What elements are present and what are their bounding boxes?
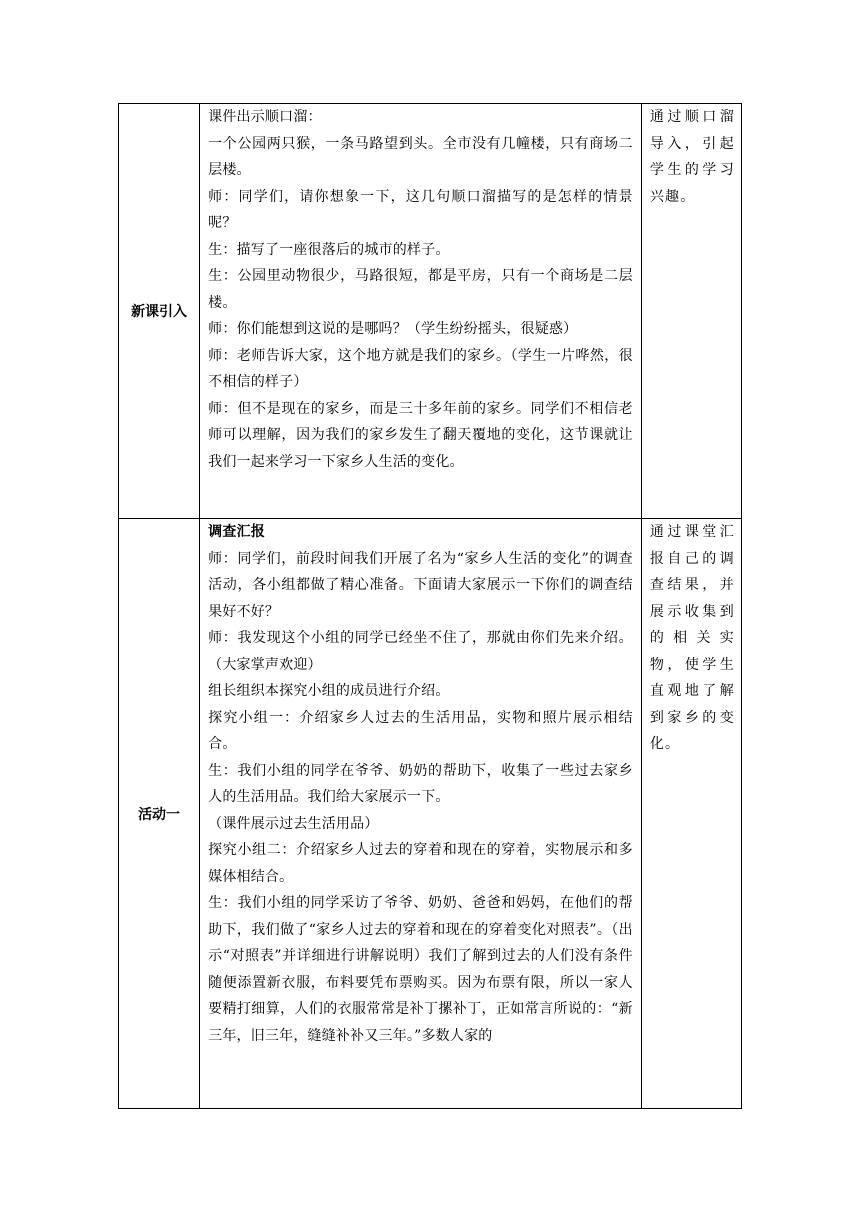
paragraph: 师：但不是现在的家乡，而是三十多年前的家乡。同学们不相信老师可以理解，因为我们的家乡发生了翻天覆地的变化，这节课就让我们一起来学习一下家乡人生活的变化。	[208, 400, 633, 470]
design-note: 通过顺口溜导入，引起学生的学习兴趣。	[649, 109, 735, 205]
paragraph: 师：我发现这个小组的同学已经坐不住了，那就由你们先来介绍。（大家掌声欢迎）	[208, 630, 633, 673]
paragraph: 师：你们能想到这说的是哪吗？（学生纷纷摇头，很疑惑）	[208, 321, 578, 337]
table-row-activity-one	[119, 519, 742, 1109]
paragraph: 生：我们小组的同学在爷爷、奶奶的帮助下，收集了一些过去家乡人的生活用品。我们给大家展示一下。	[208, 762, 633, 805]
paragraph: 生：公园里动物很少，马路很短，都是平房，只有一个商场是二层楼。	[208, 268, 633, 311]
row-label-intro: 新课引入	[119, 104, 200, 519]
paragraph: 师：老师告诉大家，这个地方就是我们的家乡。（学生一片哗然，很不相信的样子）	[208, 347, 633, 390]
design-note: 通过课堂汇报自己的调查结果，并展示收集到的相关实物，使学生直观地了解到家乡的变化。	[649, 524, 735, 752]
paragraph: 生：描写了一座很落后的城市的样子。	[208, 241, 450, 258]
paragraph: 组长组织本探究小组的成员进行介绍。	[208, 683, 450, 699]
row-note-activity-one	[641, 519, 741, 1109]
row-content-activity-one	[200, 519, 642, 1109]
paragraph: 课件出示顺口溜：	[208, 109, 322, 125]
section-heading: 调查汇报	[208, 524, 265, 540]
paragraph: 师：同学们，请你想象一下，这几句顺口溜描写的是怎样的情景呢？	[208, 188, 633, 231]
paragraph: 生：我们小组的同学采访了爷爷、奶奶、爸爸和妈妈，在他们的帮助下，我们做了“家乡人过去的穿着和现在的穿着变化对照表”。（出示“对照表”并详细进行讲解说明）我们了解到过去的人们没有条件随便添置新衣服，布料要凭布票购买。因为布票有限，所以一家人要精打细算，人们的衣服常常是补丁摞补丁，正如常言所说的：“新三年，旧三年，缝缝补补又三年。”多数人家的	[208, 895, 633, 1044]
table-row-intro	[119, 104, 742, 519]
row-note-intro	[641, 104, 741, 519]
paragraph: 探究小组二：介绍家乡人过去的穿着和现在的穿着，实物展示和多媒体相结合。	[208, 842, 633, 885]
row-content-intro	[200, 104, 642, 519]
row-label-activity-one: 活动一	[119, 519, 200, 1109]
paragraph: （课件展示过去生活用品）	[208, 815, 379, 832]
lesson-plan-table	[118, 103, 742, 1109]
paragraph: 探究小组一：介绍家乡人过去的生活用品，实物和照片展示相结合。	[208, 709, 633, 752]
paragraph: 一个公园两只猴，一条马路望到头。全市没有几幢楼，只有商场二层楼。	[208, 135, 633, 178]
paragraph: 师：同学们，前段时间我们开展了名为“家乡人生活的变化”的调查活动，各小组都做了精心准备。下面请大家展示一下你们的调查结果好不好？	[208, 550, 633, 620]
